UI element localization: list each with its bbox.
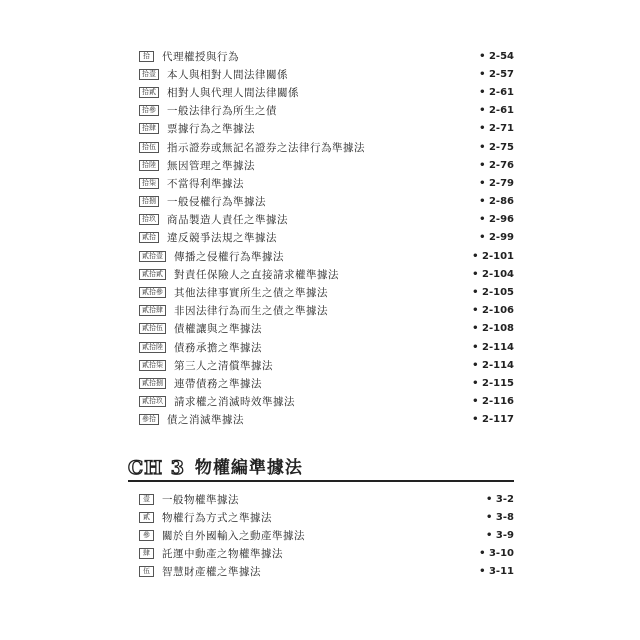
entry-page: • 2-76	[479, 159, 514, 171]
entry-page: • 2-115	[472, 377, 514, 389]
toc-entry[interactable]	[139, 102, 514, 120]
entry-title: 智慧財產權之準據法	[162, 566, 261, 579]
entry-page: • 3-8	[486, 511, 514, 523]
entry-number-tag: 拾貳	[139, 87, 159, 98]
entry-title: 不當得利準據法	[167, 177, 244, 190]
toc-entry[interactable]	[139, 283, 514, 301]
entry-title: 債務承擔之準據法	[174, 341, 262, 354]
entry-title: 第三人之清償準據法	[174, 359, 273, 372]
entry-number-tag: 拾參	[139, 105, 159, 116]
entry-title: 商品製造人責任之準據法	[167, 214, 288, 227]
entry-page: • 2-106	[472, 305, 514, 317]
entry-title: 非因法律行為而生之債之準據法	[174, 305, 328, 318]
entry-number-tag: 拾肆	[139, 123, 159, 134]
entry-number-tag: 貳拾陸	[139, 342, 166, 353]
entry-page: • 2-117	[472, 414, 514, 426]
entry-title: 一般物權準據法	[162, 493, 239, 506]
entry-number-tag: 貳拾參	[139, 287, 166, 298]
entry-page: • 3-10	[479, 548, 514, 560]
toc-entry[interactable]	[139, 320, 514, 338]
entry-title: 傳播之侵權行為準據法	[174, 250, 284, 263]
chapter-number: CH 3	[128, 457, 185, 479]
entry-number-tag: 拾壹	[139, 69, 159, 80]
entry-number-tag: 貳拾貳	[139, 269, 166, 280]
entry-page: • 3-2	[486, 493, 514, 505]
entry-page: • 2-61	[479, 86, 514, 98]
entry-title: 無因管理之準據法	[167, 159, 255, 172]
toc-entry[interactable]	[139, 526, 514, 544]
toc-entry[interactable]	[139, 563, 514, 581]
toc-entry[interactable]	[139, 393, 514, 411]
entry-number-tag: 參拾	[139, 414, 159, 425]
entry-page: • 2-71	[479, 123, 514, 135]
entry-page: • 3-9	[486, 529, 514, 541]
entry-title: 相對人與代理人間法律關係	[167, 86, 299, 99]
entry-page: • 2-96	[479, 214, 514, 226]
entry-page: • 2-75	[479, 141, 514, 153]
entry-number-tag: 貳拾肆	[139, 305, 166, 316]
toc-entry[interactable]	[139, 508, 514, 526]
chapter-title: 物權編準據法	[194, 458, 303, 478]
toc-entry[interactable]	[139, 229, 514, 247]
toc-entry[interactable]	[139, 247, 514, 265]
entry-number-tag: 壹	[139, 494, 154, 505]
entry-number-tag: 貳拾玖	[139, 396, 166, 407]
toc-entry[interactable]	[139, 156, 514, 174]
toc-entry[interactable]	[139, 411, 514, 429]
entry-number-tag: 拾捌	[139, 196, 159, 207]
toc-entry[interactable]	[139, 83, 514, 101]
entry-page: • 2-114	[472, 359, 514, 371]
toc-entry[interactable]	[139, 356, 514, 374]
entry-title: 對責任保險人之直接請求權準據法	[174, 268, 339, 281]
toc-entry[interactable]	[139, 193, 514, 211]
entry-page: • 2-104	[472, 268, 514, 280]
toc-entry[interactable]	[139, 211, 514, 229]
entry-title: 託運中動產之物權準據法	[162, 548, 283, 561]
entry-page: • 2-114	[472, 341, 514, 353]
entry-number-tag: 貳拾捌	[139, 378, 166, 389]
chapter-heading	[128, 452, 514, 482]
toc-list-chapter-3	[139, 490, 514, 581]
entry-title: 債權讓與之準據法	[174, 323, 262, 336]
entry-page: • 2-101	[472, 250, 514, 262]
entry-title: 違反競爭法規之準據法	[167, 232, 277, 245]
entry-title: 關於自外國輸入之動產準據法	[162, 529, 305, 542]
entry-number-tag: 伍	[139, 566, 154, 577]
entry-number-tag: 貳拾伍	[139, 323, 166, 334]
entry-number-tag: 拾玖	[139, 214, 159, 225]
toc-entry[interactable]	[139, 374, 514, 392]
toc-entry[interactable]	[139, 338, 514, 356]
entry-title: 票據行為之準據法	[167, 123, 255, 136]
entry-number-tag: 拾柒	[139, 178, 159, 189]
entry-page: • 2-99	[479, 232, 514, 244]
entry-title: 請求權之消滅時效準據法	[174, 396, 295, 409]
entry-page: • 2-54	[479, 50, 514, 62]
entry-number-tag: 拾	[139, 51, 154, 62]
entry-page: • 2-57	[479, 68, 514, 80]
toc-entry[interactable]	[139, 120, 514, 138]
entry-title: 債之消滅準據法	[167, 414, 244, 427]
entry-page: • 2-79	[479, 177, 514, 189]
entry-title: 一般侵權行為準據法	[167, 196, 266, 209]
entry-page: • 2-105	[472, 287, 514, 299]
entry-page: • 2-61	[479, 105, 514, 117]
toc-entry[interactable]	[139, 545, 514, 563]
entry-title: 指示證券或無記名證券之法律行為準據法	[167, 141, 365, 154]
entry-number-tag: 拾伍	[139, 142, 159, 153]
entry-number-tag: 拾陸	[139, 160, 159, 171]
entry-title: 一般法律行為所生之債	[167, 105, 277, 118]
entry-title: 本人與相對人間法律關係	[167, 68, 288, 81]
entry-number-tag: 貳拾柒	[139, 360, 166, 371]
toc-entry[interactable]	[139, 47, 514, 65]
entry-number-tag: 參	[139, 530, 154, 541]
entry-title: 連帶債務之準據法	[174, 377, 262, 390]
toc-list-chapter-2	[139, 47, 514, 429]
toc-entry[interactable]	[139, 265, 514, 283]
entry-title: 物權行為方式之準據法	[162, 511, 272, 524]
entry-page: • 2-116	[472, 396, 514, 408]
toc-entry[interactable]	[139, 302, 514, 320]
entry-number-tag: 貳拾壹	[139, 251, 166, 262]
entry-title: 其他法律事實所生之債之準據法	[174, 287, 328, 300]
toc-entry[interactable]	[139, 65, 514, 83]
entry-page: • 2-86	[479, 196, 514, 208]
entry-title: 代理權授與行為	[162, 50, 239, 63]
toc-entry[interactable]	[139, 490, 514, 508]
entry-number-tag: 貳拾	[139, 232, 159, 243]
toc-entry[interactable]	[139, 174, 514, 192]
toc-entry[interactable]	[139, 138, 514, 156]
entry-number-tag: 肆	[139, 548, 154, 559]
entry-page: • 3-11	[479, 566, 514, 578]
entry-number-tag: 貳	[139, 512, 154, 523]
entry-page: • 2-108	[472, 323, 514, 335]
